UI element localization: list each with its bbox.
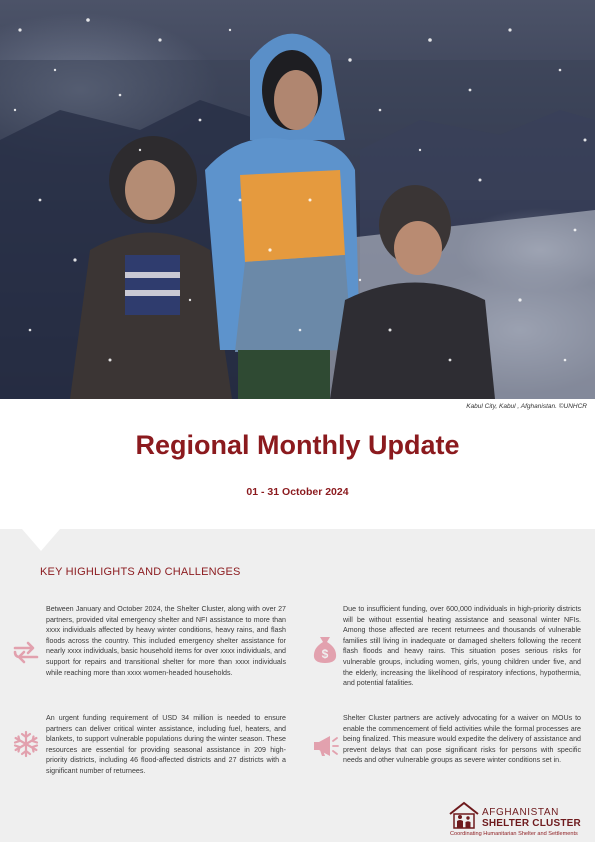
photo-caption: Kabul City, Kabul , Afghanistan. ©UNHCR xyxy=(466,403,587,410)
house-family-icon xyxy=(448,800,480,830)
shelter-cluster-logo xyxy=(448,800,593,840)
snowflake-icon xyxy=(12,730,40,763)
logo-tagline: Coordinating Humanitarian Shelter and Settlements xyxy=(450,831,578,837)
children-in-snow-illustration xyxy=(0,0,595,399)
arrows-icon xyxy=(12,640,40,669)
logo-line-1: AFGHANISTAN xyxy=(482,807,559,818)
highlight-text: Between January and October 2024, the Shelter Cluster, along with over 27 partners, provided vital emergency shelter and NFI assistance to more than xxxx individuals affected by heavy winter conditions, heavy rains, and flash floods across the country. This included emergency shelter assistance for nearly xxxx individuals, basic household items for over xxxx individuals, and support for repairs and transitional shelter for more than xxxx individuals while reaching more than xxxx women-headed households. xyxy=(46,605,286,677)
money-bag-icon xyxy=(312,634,338,669)
logo-line-2: SHELTER CLUSTER xyxy=(482,818,581,829)
highlight-text: An urgent funding requirement of USD 34 million is needed to ensure partners can deliver critical winter assistance, including fuel, heaters, and blankets, to support vulnerable populations during the winter season. These resources are essential for providing seasonal assistance in 209 high-priority districts, including 46 flood-affected districts and 27 districts with a significant number of returnees. xyxy=(46,714,286,775)
highlight-text: Due to insufficient funding, over 600,000 individuals in high-priority districts will be without essential heating assistance and seasonal winter NFIs. Among those affected are recent returnees and thousands of vulnerable families still living in inadequate or damaged shelters following the recent flash floods and heavy rains. This situation poses serious risks for vulnerable groups, including women, girls, young children under five, and the elderly, increasing the likelihood of respiratory infections, hypothermia, and potential fatalities. xyxy=(343,605,581,688)
panel-notch xyxy=(22,529,60,551)
svg-text:$: $ xyxy=(321,647,329,661)
page-title: Regional Monthly Update xyxy=(135,430,460,460)
section-title: KEY HIGHLIGHTS AND CHALLENGES xyxy=(40,566,241,578)
highlight-text: Shelter Cluster partners are actively advocating for a waiver on MOUs to enable the commencement of field activities while the formal processes are being finalized. This measure would expedite the delivery of assistance and prevent delays that can pose significant risks for persons with specific needs and other vulnerable groups as severe winter conditions set in. xyxy=(343,714,581,765)
megaphone-icon xyxy=(312,735,340,762)
date-range: 01 - 31 October 2024 xyxy=(246,486,349,498)
hero-photo xyxy=(0,0,595,399)
